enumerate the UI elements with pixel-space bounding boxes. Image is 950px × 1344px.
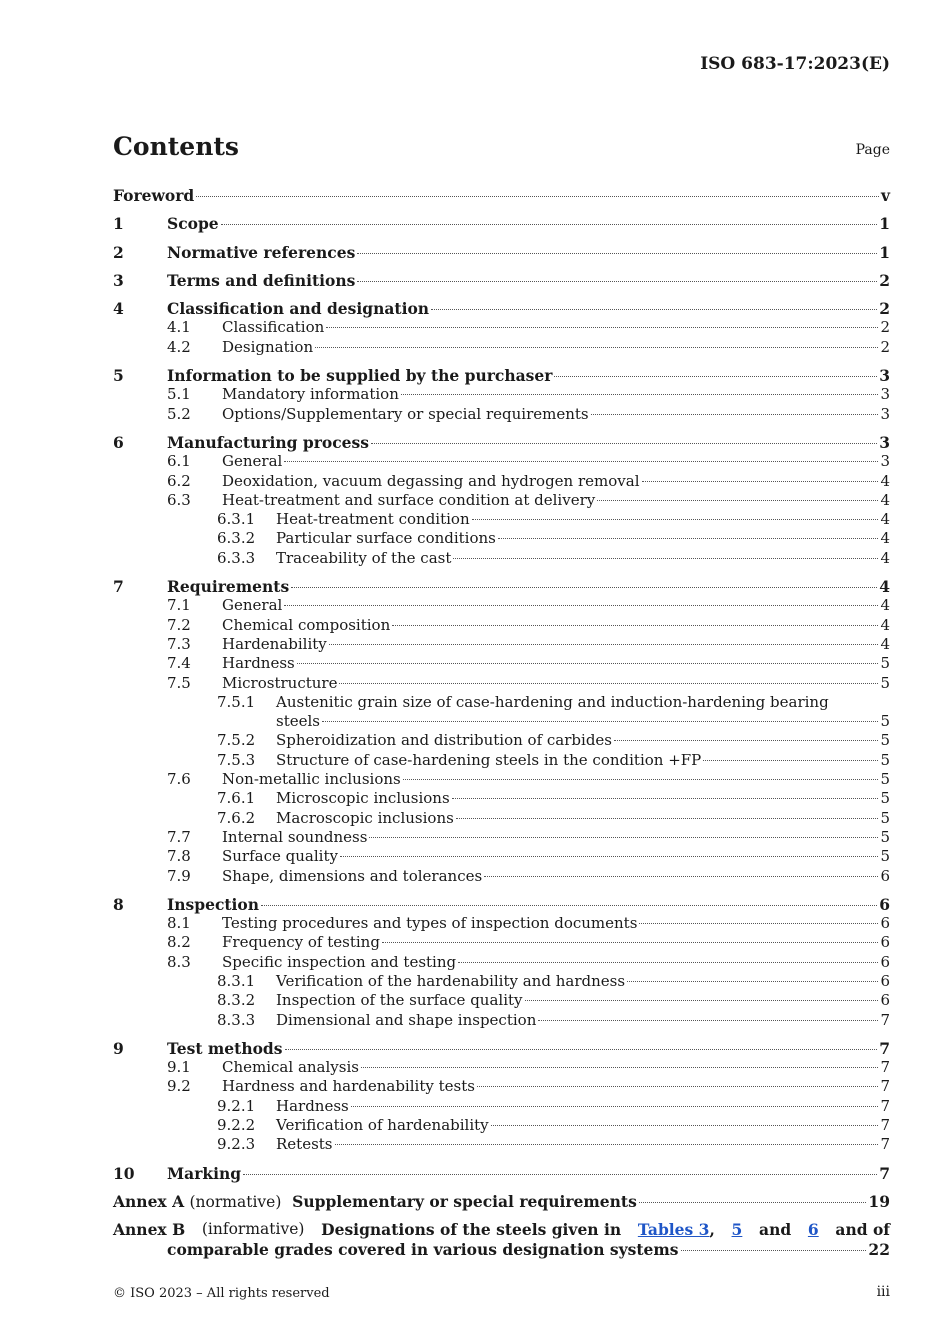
toc-entry-page: 4 <box>880 596 890 615</box>
toc-entry-title: Shape, dimensions and tolerances <box>222 866 483 885</box>
toc-entry[interactable] <box>113 299 890 318</box>
dot-leader <box>284 605 878 606</box>
toc-entry-title: Classification and designation <box>167 299 430 319</box>
toc-entry-page: 3 <box>880 385 890 404</box>
toc-entry-title: Classification <box>222 318 325 337</box>
toc-entry-title: Verification of hardenability <box>276 1116 489 1135</box>
toc-entry-title: Austenitic grain size of case-hardening and induction-hardening bearing <box>276 692 829 711</box>
toc-entry-title: Heat-treatment condition <box>276 510 470 529</box>
dot-leader <box>642 481 879 482</box>
dot-leader <box>453 558 878 559</box>
dot-leader <box>284 461 878 462</box>
toc-entry-number: 6.3.3 <box>217 548 256 567</box>
toc-entry[interactable] <box>113 1097 890 1116</box>
toc-entry-page: 6 <box>879 894 890 914</box>
toc-entry-title: General <box>222 452 283 471</box>
toc-entry-page: 4 <box>880 471 890 490</box>
toc-entry-page: 6 <box>880 914 890 933</box>
toc-entry-title: Manufacturing process <box>167 432 369 452</box>
toc-entry-page: 5 <box>880 731 890 750</box>
toc-entry[interactable] <box>113 654 890 673</box>
toc-entry-title: Traceability of the cast <box>276 548 452 567</box>
dot-leader <box>285 1049 878 1050</box>
dot-leader <box>614 740 878 741</box>
toc-entry[interactable] <box>113 1039 890 1058</box>
dot-leader <box>221 224 878 225</box>
toc-entry[interactable] <box>113 549 890 568</box>
toc-entry-number: 9.1 <box>167 1058 191 1077</box>
dot-leader <box>361 1067 878 1068</box>
dot-leader <box>351 1106 879 1107</box>
toc-entry[interactable] <box>113 953 890 972</box>
toc-entry[interactable] <box>113 789 890 808</box>
toc-entry-page: 7 <box>879 1038 890 1058</box>
toc-entry[interactable] <box>113 847 890 866</box>
toc-entry-number: 6.1 <box>167 452 191 471</box>
toc-entry-page: 6 <box>880 933 890 952</box>
comma-separator: , <box>709 1220 715 1240</box>
toc-entry-number: 7.6 <box>167 770 191 789</box>
toc-entry-number: 4 <box>113 299 124 319</box>
annex-b-title-start: Designations of the steels given in <box>321 1220 622 1240</box>
toc-entry-page: 2 <box>879 299 890 319</box>
toc-entry-continuation[interactable] <box>113 712 890 731</box>
toc-entry-number: 4.1 <box>167 318 191 337</box>
toc-entry-page: 3 <box>880 452 890 471</box>
dot-leader <box>554 376 877 377</box>
toc-entry-title: Retests <box>276 1135 333 1154</box>
toc-entry-page: 4 <box>880 548 890 567</box>
toc-entry[interactable] <box>113 214 890 233</box>
toc-entry-page: v <box>880 186 890 205</box>
copyright-notice: © ISO 2023 – All rights reserved <box>113 1286 330 1301</box>
table-of-contents <box>113 186 890 1259</box>
toc-entry[interactable] <box>113 809 890 828</box>
toc-entry-number: 8.3.2 <box>217 991 256 1010</box>
toc-entry-number: 2 <box>113 242 124 262</box>
dot-leader <box>326 327 878 328</box>
toc-entry[interactable] <box>113 452 890 471</box>
dot-leader <box>597 500 878 501</box>
toc-entry[interactable] <box>113 529 890 548</box>
toc-entry[interactable] <box>113 338 890 357</box>
toc-entry-number: 7.5.2 <box>217 731 256 750</box>
toc-entry-number: 9.2.3 <box>217 1135 256 1154</box>
toc-entry-page: 4 <box>880 615 890 634</box>
toc-entry-number: 6.2 <box>167 471 191 490</box>
toc-entry-title: Terms and definitions <box>167 270 356 290</box>
toc-entry-number: 5.1 <box>167 385 191 404</box>
toc-entry[interactable] <box>113 1164 890 1183</box>
dot-leader <box>477 1086 879 1087</box>
toc-entry-annex-b-continuation[interactable] <box>113 1240 890 1259</box>
toc-entry[interactable] <box>113 731 890 750</box>
and-word: and <box>759 1220 792 1240</box>
dot-leader <box>538 1020 878 1021</box>
toc-entry[interactable] <box>113 895 890 914</box>
toc-entry-number: 8.3.1 <box>217 971 256 990</box>
toc-entry-number: 6 <box>113 432 124 452</box>
toc-entry-number: 6.3 <box>167 490 191 509</box>
dot-leader <box>382 942 879 943</box>
toc-entry[interactable] <box>113 1077 890 1096</box>
dot-leader <box>491 1125 879 1126</box>
toc-entry-number: 8.3.3 <box>217 1010 256 1029</box>
toc-entry-title: Hardenability <box>222 634 327 653</box>
dot-leader <box>315 347 878 348</box>
toc-entry-number: 3 <box>113 270 124 290</box>
toc-entry[interactable] <box>113 616 890 635</box>
dot-leader <box>498 538 879 539</box>
toc-entry-number: 7.8 <box>167 847 191 866</box>
toc-entry-number: 9 <box>113 1038 124 1058</box>
toc-entry-title: Foreword <box>113 186 195 205</box>
and-of-words: and of <box>835 1220 890 1240</box>
toc-entry-number: 7 <box>113 577 124 597</box>
toc-entry-number: 9.2.2 <box>217 1116 256 1135</box>
toc-entry-title: Information to be supplied by the purchaser <box>167 366 553 386</box>
toc-entry-number: 9.2.1 <box>217 1096 256 1115</box>
toc-entry[interactable] <box>113 271 890 290</box>
toc-entry-page: 7 <box>880 1116 890 1135</box>
toc-entry[interactable] <box>113 385 890 404</box>
toc-entry-title: Hardness and hardenability tests <box>222 1077 475 1096</box>
dot-leader <box>261 905 877 906</box>
dot-leader <box>472 519 879 520</box>
toc-entry-number: 7.5 <box>167 673 191 692</box>
toc-entry[interactable] <box>113 433 890 452</box>
toc-entry-page: 4 <box>880 529 890 548</box>
toc-entry-title: Microscopic inclusions <box>276 789 450 808</box>
toc-entry[interactable] <box>113 186 890 205</box>
toc-entry-page: 4 <box>880 510 890 529</box>
toc-entry-title: Frequency of testing <box>222 933 380 952</box>
link-tables-3[interactable]: Tables 3 <box>637 1220 710 1240</box>
toc-entry-title: Dimensional and shape inspection <box>276 1010 537 1029</box>
toc-entry-page: 7 <box>880 1096 890 1115</box>
dot-leader <box>639 923 878 924</box>
toc-entry-title: Microstructure <box>222 673 338 692</box>
dot-leader <box>371 443 877 444</box>
toc-entry-page: 7 <box>880 1010 890 1029</box>
toc-entry-title: Requirements <box>167 577 290 597</box>
toc-entry-page: 2 <box>880 318 890 337</box>
toc-entry-number: 8.3 <box>167 952 191 971</box>
toc-entry-page: 1 <box>879 214 890 234</box>
toc-entry-number: 5.2 <box>167 404 191 423</box>
toc-entry[interactable] <box>113 751 890 770</box>
toc-entry[interactable] <box>113 635 890 654</box>
annex-b-title-line2: comparable grades covered in various designation systems <box>167 1239 679 1259</box>
toc-entry-number: 6.3.2 <box>217 529 256 548</box>
dot-leader <box>525 1000 879 1001</box>
toc-entry[interactable] <box>113 577 890 596</box>
toc-entry[interactable] <box>113 991 890 1010</box>
toc-entry-page: 4 <box>880 490 890 509</box>
toc-entry-title: Hardness <box>276 1096 349 1115</box>
dot-leader <box>392 625 878 626</box>
toc-entry-title: Testing procedures and types of inspection documents <box>222 914 638 933</box>
toc-entry-number: 7.9 <box>167 866 191 885</box>
toc-entry-number: 7.5.1 <box>217 692 256 711</box>
toc-entry-title: Mandatory information <box>222 385 399 404</box>
dot-leader <box>335 1144 879 1145</box>
toc-entry-page: 7 <box>880 1077 890 1096</box>
dot-leader <box>340 856 879 857</box>
dot-leader <box>458 962 878 963</box>
toc-entry-number: 9.2 <box>167 1077 191 1096</box>
toc-entry[interactable] <box>113 318 890 337</box>
toc-entry[interactable] <box>113 491 890 510</box>
toc-entry-title: Marking <box>167 1163 242 1183</box>
toc-entry-number: 7.6.1 <box>217 789 256 808</box>
toc-entry-page: 3 <box>879 366 890 386</box>
annex-b-label: Annex B <box>113 1220 186 1240</box>
toc-entry-number: 8.1 <box>167 914 191 933</box>
toc-entry-page: 4 <box>880 634 890 653</box>
toc-entry-title: Test methods <box>167 1038 283 1058</box>
toc-entry[interactable] <box>113 972 890 991</box>
toc-entry-number: 7.6.2 <box>217 808 256 827</box>
toc-entry-page: 5 <box>880 750 890 769</box>
toc-entry-page: 5 <box>880 654 890 673</box>
toc-entry-title: Chemical analysis <box>222 1058 359 1077</box>
toc-entry-title: Non-metallic inclusions <box>222 770 401 789</box>
toc-entry-title: Chemical composition <box>222 615 391 634</box>
dot-leader <box>591 414 879 415</box>
toc-entry-number: 7.7 <box>167 827 191 846</box>
toc-entry-title: Macroscopic inclusions <box>276 808 454 827</box>
page-column-label: Page <box>855 142 890 158</box>
toc-entry[interactable] <box>113 1011 890 1030</box>
toc-entry-page: 2 <box>880 337 890 356</box>
toc-entry-page: 5 <box>880 827 890 846</box>
toc-entry-number: 7.5.3 <box>217 750 256 769</box>
toc-entry-page: 7 <box>880 1058 890 1077</box>
toc-entry[interactable] <box>113 1135 890 1154</box>
toc-entry-title: Verification of the hardenability and hardness <box>276 971 626 990</box>
toc-entry-title: Normative references <box>167 242 356 262</box>
toc-entry-title: General <box>222 596 283 615</box>
toc-entry[interactable] <box>113 366 890 385</box>
dot-leader <box>291 587 877 588</box>
dot-leader <box>401 394 879 395</box>
toc-entry-number: 8.2 <box>167 933 191 952</box>
toc-entry-number: 5 <box>113 366 124 386</box>
toc-entry-number: 7.3 <box>167 634 191 653</box>
link-table-5[interactable]: 5 <box>731 1220 743 1240</box>
page-number: iii <box>876 1284 890 1300</box>
toc-entry[interactable] <box>113 596 890 615</box>
dot-leader <box>681 1250 867 1251</box>
toc-entry[interactable] <box>113 770 890 789</box>
toc-entry[interactable] <box>113 674 890 693</box>
dot-leader <box>627 981 878 982</box>
toc-entry[interactable] <box>113 828 890 847</box>
toc-entry-title: Heat-treatment and surface condition at delivery <box>222 490 596 509</box>
toc-entry-title: Options/Supplementary or special requirements <box>222 404 589 423</box>
toc-entry[interactable] <box>113 1058 890 1077</box>
dot-leader <box>431 309 877 310</box>
dot-leader <box>452 798 879 799</box>
toc-entry-title: Internal soundness <box>222 827 368 846</box>
toc-entry-number: 7.1 <box>167 596 191 615</box>
toc-entry-page: 5 <box>880 808 890 827</box>
toc-entry-title: Scope <box>167 214 219 234</box>
toc-entry[interactable] <box>113 867 890 886</box>
toc-entry-page: 5 <box>880 673 890 692</box>
dot-leader <box>369 837 878 838</box>
dot-leader <box>196 196 879 197</box>
toc-entry-number: 10 <box>113 1163 135 1183</box>
dot-leader <box>243 1174 877 1175</box>
toc-entry-title: Hardness <box>222 654 295 673</box>
toc-entry-title: Spheroidization and distribution of carbides <box>276 731 612 750</box>
toc-entry-title: Particular surface conditions <box>276 529 496 548</box>
toc-entry-annex-a[interactable] <box>113 1192 890 1211</box>
toc-entry-title: Surface quality <box>222 847 338 866</box>
toc-entry-page: 5 <box>880 789 890 808</box>
toc-entry-annex-b[interactable] <box>113 1220 890 1239</box>
toc-entry-page: 7 <box>880 1135 890 1154</box>
toc-entry-page: 6 <box>880 991 890 1010</box>
toc-entry-page: 5 <box>880 770 890 789</box>
toc-entry-page: 3 <box>879 432 890 452</box>
toc-entry-page: 5 <box>880 847 890 866</box>
dot-leader <box>403 779 879 780</box>
toc-entry-title: Inspection <box>167 894 260 914</box>
annex-b-page: 22 <box>868 1239 890 1259</box>
dot-leader <box>484 876 878 877</box>
toc-entry-title-continued: steels <box>276 712 320 731</box>
annex-a-title: Supplementary or special requirements <box>292 1191 637 1211</box>
toc-entry-number: 8 <box>113 894 124 914</box>
toc-entry[interactable] <box>113 914 890 933</box>
toc-entry-number: 7.2 <box>167 615 191 634</box>
toc-entry[interactable] <box>113 472 890 491</box>
dot-leader <box>297 663 879 664</box>
toc-entry-page: 5 <box>880 712 890 731</box>
dot-leader <box>357 281 877 282</box>
toc-entry-title: Designation <box>222 337 314 356</box>
toc-entry-number: 7.4 <box>167 654 191 673</box>
annex-a-label: Annex A <box>113 1191 185 1211</box>
dot-leader <box>322 721 878 722</box>
dot-leader <box>339 683 878 684</box>
toc-entry-title: Structure of case-hardening steels in the condition +FP <box>276 750 702 769</box>
toc-entry-page: 1 <box>879 242 890 262</box>
contents-title: Contents <box>113 132 240 161</box>
toc-entry-page: 3 <box>880 404 890 423</box>
toc-entry[interactable] <box>113 405 890 424</box>
annex-b-type: (informative) <box>201 1220 305 1239</box>
dot-leader <box>456 818 879 819</box>
toc-entry-title: Specific inspection and testing <box>222 952 457 971</box>
toc-entry-page: 6 <box>880 952 890 971</box>
toc-entry-number: 4.2 <box>167 337 191 356</box>
annex-a-type: (normative) <box>189 1192 282 1211</box>
toc-entry-page: 6 <box>880 866 890 885</box>
dot-leader <box>357 253 877 254</box>
toc-entry-number: 1 <box>113 214 124 234</box>
toc-entry-page: 6 <box>880 971 890 990</box>
dot-leader <box>703 760 878 761</box>
toc-entry[interactable] <box>113 933 890 952</box>
document-code: ISO 683-17:2023(E) <box>700 54 890 74</box>
toc-entry-page: 4 <box>879 577 890 597</box>
toc-entry-page: 2 <box>879 270 890 290</box>
toc-entry[interactable] <box>113 693 890 712</box>
toc-entry[interactable] <box>113 243 890 262</box>
toc-entry-title: Inspection of the surface quality <box>276 991 523 1010</box>
toc-entry-number: 6.3.1 <box>217 510 256 529</box>
toc-entry-title: Deoxidation, vacuum degassing and hydrogen removal <box>222 471 640 490</box>
annex-a-page: 19 <box>868 1191 890 1211</box>
toc-entry-page: 7 <box>879 1163 890 1183</box>
link-table-6[interactable]: 6 <box>807 1220 819 1240</box>
toc-entry[interactable] <box>113 510 890 529</box>
dot-leader <box>639 1202 867 1203</box>
dot-leader <box>329 644 879 645</box>
toc-entry[interactable] <box>113 1116 890 1135</box>
